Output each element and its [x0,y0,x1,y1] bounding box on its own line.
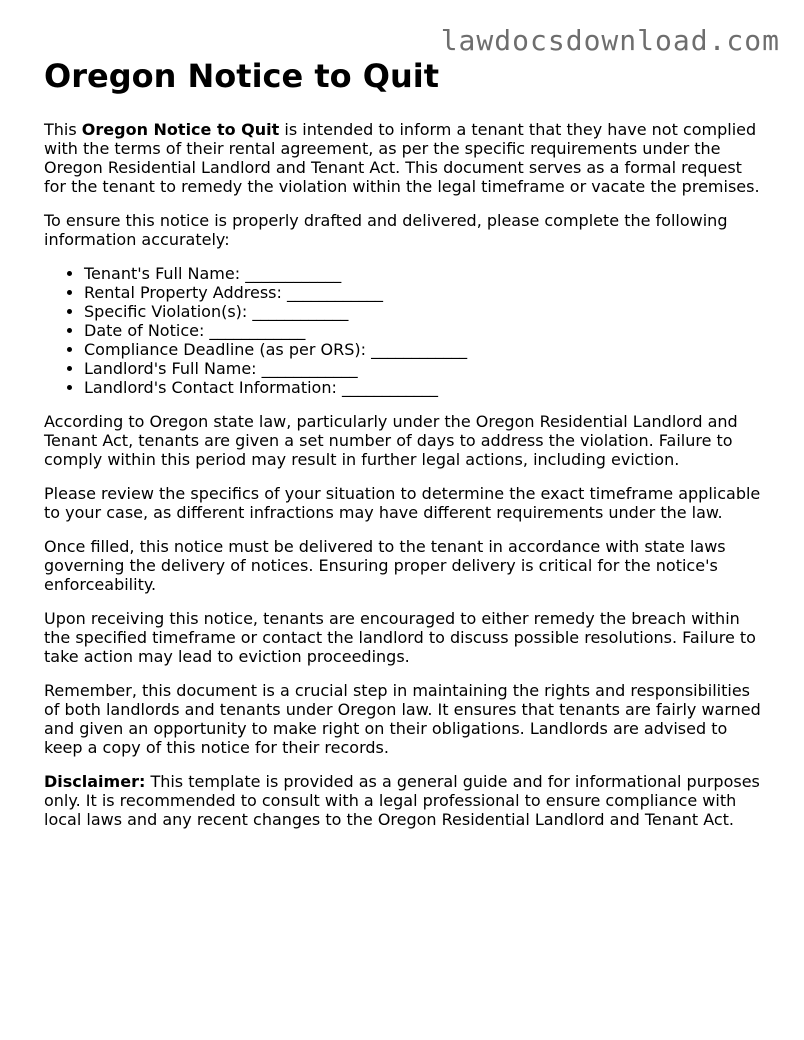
disclaimer-paragraph [44,772,768,829]
field-compliance-deadline: • Compliance Deadline (as per ORS): ____________ [84,340,768,359]
document-title: Oregon Notice to Quit [44,57,440,95]
paragraph-state-law: According to Oregon state law, particularly under the Oregon Residential Landlord and Tenant Act, tenants are given a set number of days to address the violation. Failure to comply within this period may result in further legal actions, including eviction. [44,412,738,469]
intro-suffix: is intended to inform a tenant that they have not complied with the terms of their rental agreement, as per the specific requirements under the Oregon Residential Landlord and Tenant Act. This document serves as a formal request for the tenant to remedy the violation within the legal timeframe or vacate the premises. [44,120,760,196]
field-landlord-name: • Landlord's Full Name: ____________ [84,359,768,378]
instructions-paragraph: To ensure this notice is properly drafted and delivered, please complete the following information accurately: [44,211,728,249]
document-page [44,56,768,844]
paragraph-tenant-response: Upon receiving this notice, tenants are encouraged to either remedy the breach within the specified timeframe or contact the landlord to discuss possible resolutions. Failure to take action may lead to eviction proceedings. [44,609,756,666]
field-tenant-name: • Tenant's Full Name: ____________ [84,264,768,283]
paragraph-delivery: Once filled, this notice must be delivered to the tenant in accordance with state laws governing the delivery of notices. Ensuring proper delivery is critical for the notice's enforceability. [44,537,726,594]
watermark: lawdocsdownload.com [440,24,780,57]
field-property-address: • Rental Property Address: ____________ [84,283,768,302]
field-violations: • Specific Violation(s): ____________ [84,302,768,321]
field-date-of-notice: • Date of Notice: ____________ [84,321,768,340]
disclaimer-text: This template is provided as a general guide and for informational purposes only. It is recommended to consult with a legal professional to ensure compliance with local laws and any recent changes to the Oregon Residential Landlord and Tenant Act. [44,772,760,829]
intro-bold-title: Oregon Notice to Quit [81,120,280,139]
paragraph-review-specifics: Please review the specifics of your situation to determine the exact timeframe applicable to your case, as different infractions may have different requirements under the law. [44,484,761,522]
paragraph-remember: Remember, this document is a crucial step in maintaining the rights and responsibilities of both landlords and tenants under Oregon law. It ensures that tenants are fairly warned and given an opportunity to make right on their obligations. Landlords are advised to keep a copy of this notice for their records. [44,681,761,757]
fields-list [44,264,768,397]
intro-prefix: This [44,120,82,139]
intro-paragraph [44,120,768,196]
disclaimer-label: Disclaimer: [44,772,146,791]
field-landlord-contact: • Landlord's Contact Information: ____________ [84,378,768,397]
